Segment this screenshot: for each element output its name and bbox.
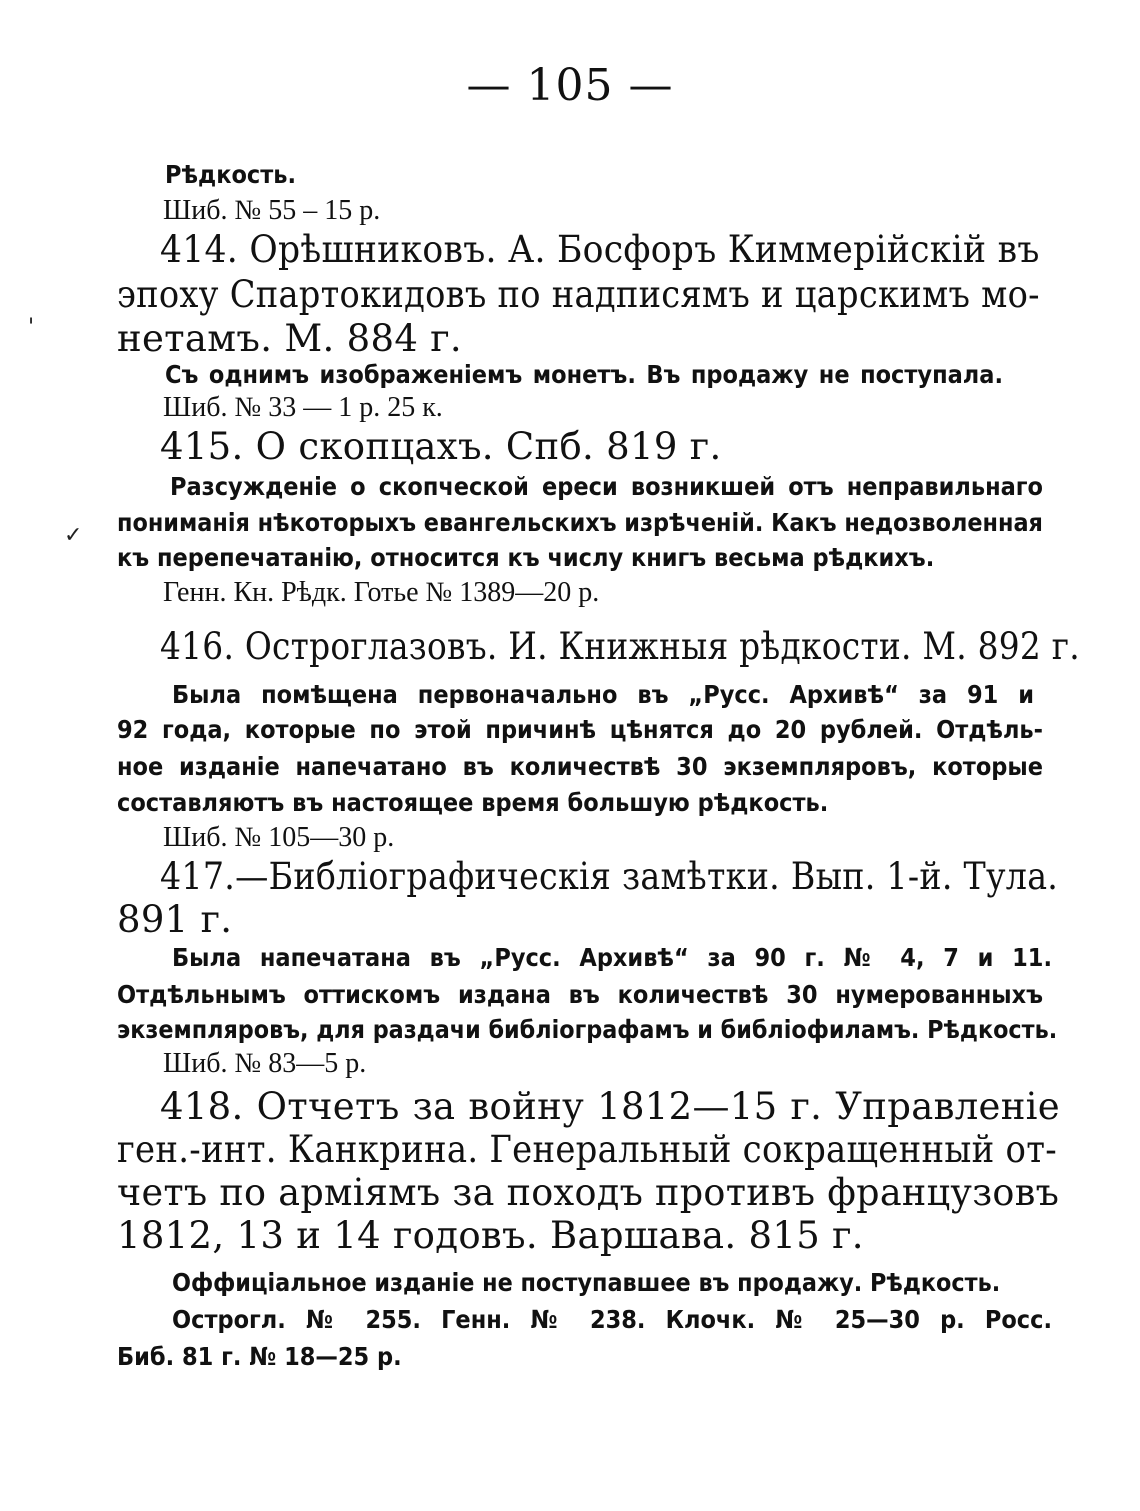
- margin-tick-icon: ✓: [64, 523, 83, 548]
- entry-417-reference: Шиб. № 83—5 р.: [163, 1048, 367, 1079]
- entry-415-note-line-3: къ перепечатанiю, относится къ числу книгъ весьма рѣдкихъ.: [117, 543, 935, 572]
- entry-414-line-1: 414. Орѣшниковъ. А. Босфоръ Киммерiйскiй въ: [160, 228, 1040, 271]
- entry-417-note-line-3: экземпляровъ, для раздачи библiографамъ и библiофиламъ. Рѣдкость.: [117, 1015, 1058, 1044]
- entry-417-line-1: 417.—Библiографическiя замѣтки. Вып. 1-й. Тула.: [160, 855, 1059, 898]
- entry-415-line-1: 415. О скопцахъ. Спб. 819 г.: [160, 425, 722, 468]
- entry-416-note-line-1: Была помѣщена первоначально въ „Русс. Архивѣ“ за 91 и: [172, 680, 1034, 709]
- reference-line: Шиб. № 55 – 15 р.: [163, 195, 381, 226]
- entry-418-note: Оффицiальное изданiе не поступавшее въ продажу. Рѣдкость.: [172, 1268, 1001, 1297]
- entry-417-note-line-1: Была напечатана въ „Русс. Архивѣ“ за 90 г. № 4, 7 и 11.: [172, 943, 1052, 972]
- margin-stroke-icon: ': [28, 315, 35, 340]
- entry-418-reference-line-2: Биб. 81 г. № 18—25 р.: [117, 1342, 402, 1371]
- entry-416-line-1: 416. Остроглазовъ. И. Книжныя рѣдкости. М. 892 г.: [160, 625, 1080, 668]
- entry-418-line-4: 1812, 13 и 14 годовъ. Варшава. 815 г.: [117, 1214, 864, 1257]
- entry-416-note-line-4: составляютъ въ настоящее время большую рѣдкость.: [117, 788, 829, 817]
- entry-415-note-line-2: пониманiя нѣкоторыхъ евангельскихъ изрѣченiй. Какъ недозволенная: [117, 508, 1043, 537]
- entry-416-reference: Шиб. № 105—30 р.: [163, 822, 395, 853]
- entry-417-note-line-2: Отдѣльнымъ оттискомъ издана въ количествѣ 30 нумерованныхъ: [117, 980, 1043, 1009]
- entry-416-note-line-2: 92 года, которые по этой причинѣ цѣнятся до 20 рублей. Отдѣль-: [117, 715, 1043, 744]
- entry-415-note-line-1: Разсужденiе о скопческой ереси возникшей отъ неправильнаго: [170, 472, 1043, 501]
- entry-416-note-line-3: ное изданiе напечатано въ количествѣ 30 экземпляровъ, которые: [117, 752, 1043, 781]
- entry-418-line-3: четъ по армiямъ за походъ противъ французовъ: [117, 1171, 1060, 1214]
- entry-418-line-2: ген.-инт. Канкрина. Генеральный сокращенный от-: [117, 1128, 1057, 1171]
- entry-418-reference-line-1: Острогл. № 255. Генн. № 238. Клочк. № 25—30 р. Росс.: [172, 1305, 1052, 1334]
- text-line: Рѣдкость.: [165, 160, 297, 189]
- entry-417-line-2: 891 г.: [117, 898, 233, 941]
- entry-414-line-2: эпоху Спартокидовъ по надписямъ и царскимъ мо-: [117, 273, 1040, 316]
- page-number: — 105 —: [466, 60, 674, 111]
- entry-414-line-3: нетамъ. М. 884 г.: [117, 317, 462, 360]
- entry-414-note: Съ однимъ изображенiемъ монетъ. Въ продажу не поступала.: [165, 360, 1003, 389]
- entry-415-reference: Генн. Кн. Рѣдк. Готье № 1389—20 р.: [163, 577, 600, 608]
- entry-414-reference: Шиб. № 33 — 1 р. 25 к.: [163, 392, 443, 423]
- entry-418-line-1: 418. Отчетъ за войну 1812—15 г. Управленiе: [160, 1085, 1060, 1128]
